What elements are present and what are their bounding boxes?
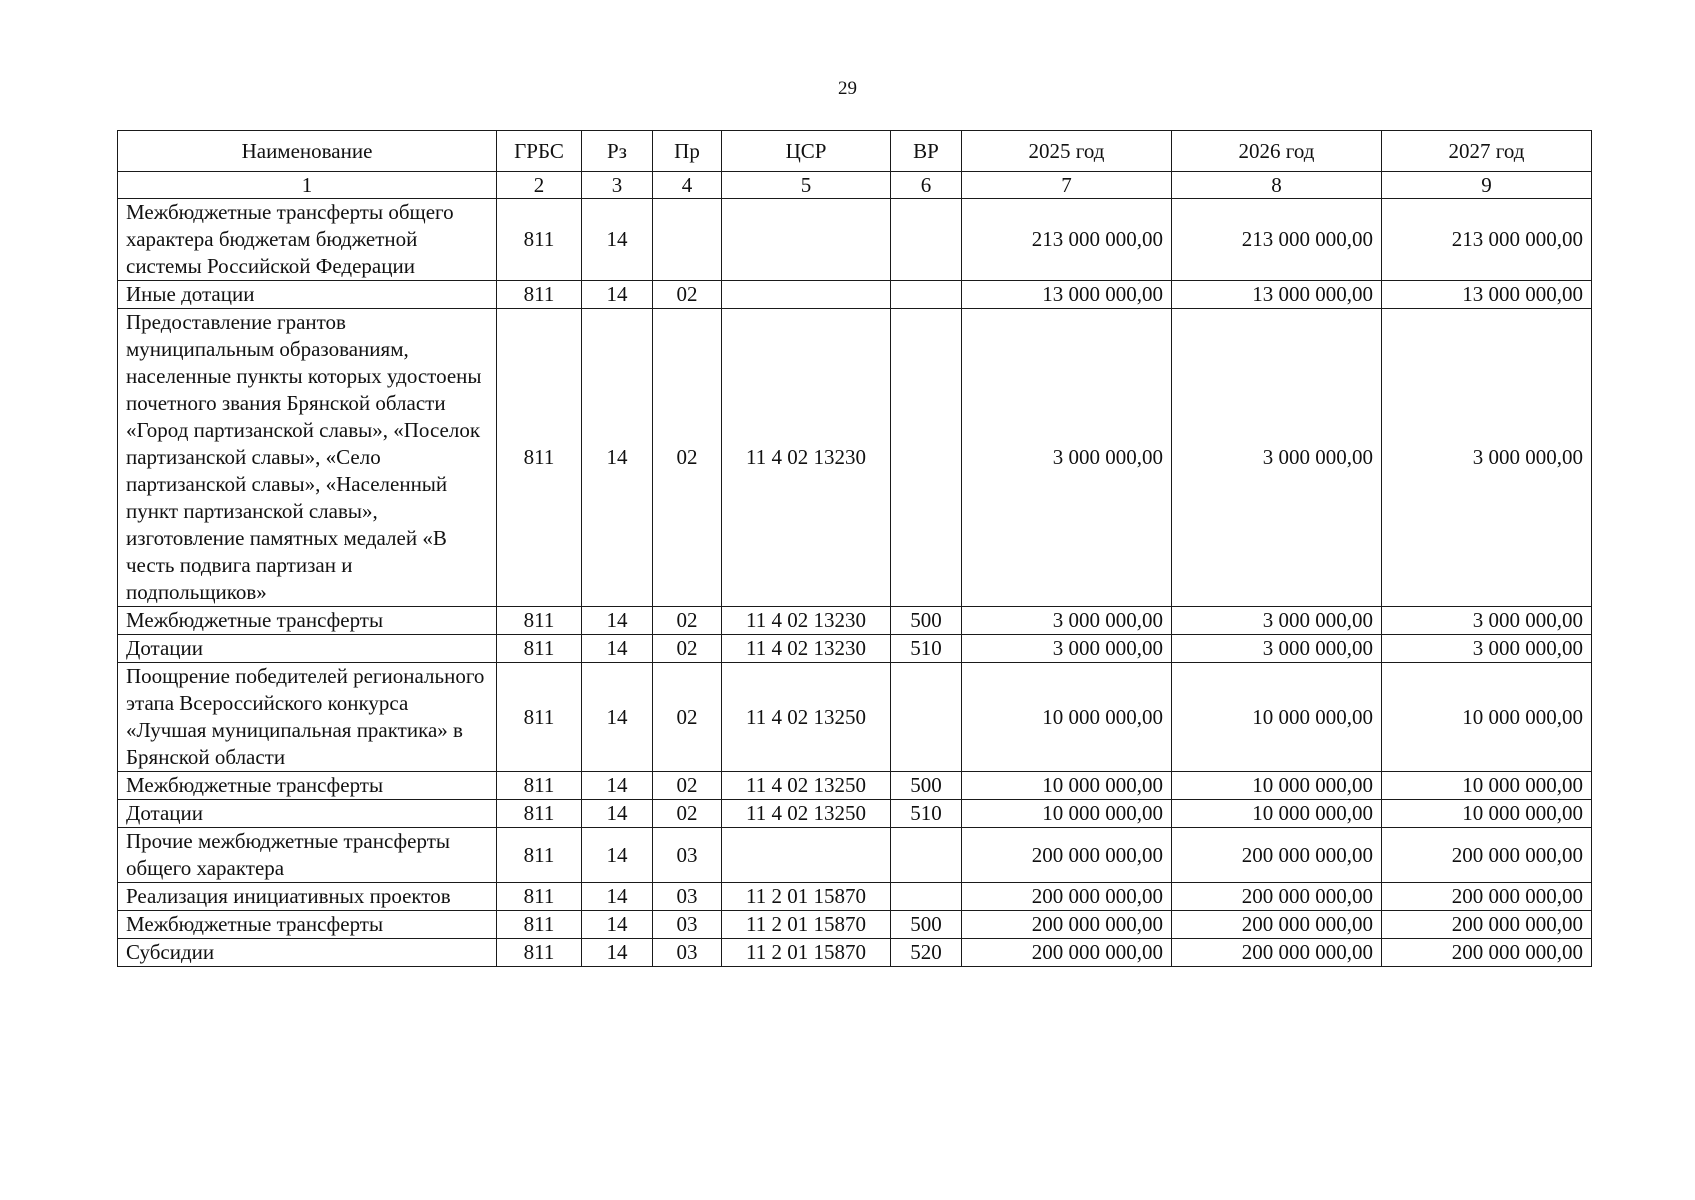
column-number: 9 bbox=[1382, 172, 1592, 199]
cell-vr: 500 bbox=[891, 607, 962, 635]
column-number: 4 bbox=[653, 172, 722, 199]
cell-amount-2025: 10 000 000,00 bbox=[962, 800, 1172, 828]
cell-amount-2027: 200 000 000,00 bbox=[1382, 939, 1592, 967]
cell-rz: 14 bbox=[582, 939, 653, 967]
cell-grbs: 811 bbox=[497, 828, 582, 883]
cell-amount-2025: 3 000 000,00 bbox=[962, 309, 1172, 607]
cell-csr: 11 4 02 13230 bbox=[722, 635, 891, 663]
cell-pr: 03 bbox=[653, 828, 722, 883]
cell-grbs: 811 bbox=[497, 199, 582, 281]
cell-amount-2026: 10 000 000,00 bbox=[1172, 800, 1382, 828]
cell-rz: 14 bbox=[582, 883, 653, 911]
cell-amount-2027: 200 000 000,00 bbox=[1382, 883, 1592, 911]
cell-vr bbox=[891, 199, 962, 281]
table-row bbox=[118, 772, 1592, 800]
cell-amount-2027: 10 000 000,00 bbox=[1382, 663, 1592, 772]
cell-amount-2026: 10 000 000,00 bbox=[1172, 663, 1382, 772]
cell-grbs: 811 bbox=[497, 883, 582, 911]
cell-grbs: 811 bbox=[497, 281, 582, 309]
column-number: 6 bbox=[891, 172, 962, 199]
header-csr: ЦСР bbox=[722, 131, 891, 172]
cell-amount-2026: 13 000 000,00 bbox=[1172, 281, 1382, 309]
cell-amount-2027: 3 000 000,00 bbox=[1382, 309, 1592, 607]
cell-name: Реализация инициативных проектов bbox=[118, 883, 497, 911]
cell-amount-2027: 200 000 000,00 bbox=[1382, 828, 1592, 883]
cell-vr bbox=[891, 883, 962, 911]
table-row bbox=[118, 607, 1592, 635]
cell-vr: 520 bbox=[891, 939, 962, 967]
cell-name: Дотации bbox=[118, 800, 497, 828]
cell-amount-2027: 3 000 000,00 bbox=[1382, 607, 1592, 635]
table-row bbox=[118, 800, 1592, 828]
cell-rz: 14 bbox=[582, 199, 653, 281]
cell-csr: 11 4 02 13230 bbox=[722, 607, 891, 635]
header-vr: ВР bbox=[891, 131, 962, 172]
cell-rz: 14 bbox=[582, 800, 653, 828]
cell-vr bbox=[891, 663, 962, 772]
cell-amount-2026: 10 000 000,00 bbox=[1172, 772, 1382, 800]
cell-pr: 02 bbox=[653, 607, 722, 635]
cell-csr: 11 4 02 13250 bbox=[722, 663, 891, 772]
cell-csr bbox=[722, 828, 891, 883]
header-rz: Рз bbox=[582, 131, 653, 172]
cell-vr bbox=[891, 309, 962, 607]
header-pr: Пр bbox=[653, 131, 722, 172]
cell-amount-2026: 200 000 000,00 bbox=[1172, 828, 1382, 883]
cell-pr bbox=[653, 199, 722, 281]
cell-amount-2025: 200 000 000,00 bbox=[962, 828, 1172, 883]
cell-amount-2025: 3 000 000,00 bbox=[962, 607, 1172, 635]
cell-vr: 510 bbox=[891, 635, 962, 663]
cell-csr: 11 4 02 13230 bbox=[722, 309, 891, 607]
column-number: 3 bbox=[582, 172, 653, 199]
cell-grbs: 811 bbox=[497, 800, 582, 828]
cell-amount-2025: 3 000 000,00 bbox=[962, 635, 1172, 663]
cell-rz: 14 bbox=[582, 828, 653, 883]
cell-grbs: 811 bbox=[497, 309, 582, 607]
cell-name: Субсидии bbox=[118, 939, 497, 967]
header-row bbox=[118, 131, 1592, 172]
column-number-row bbox=[118, 172, 1592, 199]
cell-csr: 11 4 02 13250 bbox=[722, 800, 891, 828]
cell-pr: 02 bbox=[653, 635, 722, 663]
header-name: Наименование bbox=[118, 131, 497, 172]
header-grbs: ГРБС bbox=[497, 131, 582, 172]
column-number: 7 bbox=[962, 172, 1172, 199]
cell-amount-2027: 200 000 000,00 bbox=[1382, 911, 1592, 939]
table-row bbox=[118, 309, 1592, 607]
cell-grbs: 811 bbox=[497, 663, 582, 772]
cell-vr: 510 bbox=[891, 800, 962, 828]
cell-csr: 11 2 01 15870 bbox=[722, 939, 891, 967]
column-number: 5 bbox=[722, 172, 891, 199]
cell-name: Межбюджетные трансферты bbox=[118, 911, 497, 939]
cell-csr bbox=[722, 281, 891, 309]
cell-name: Иные дотации bbox=[118, 281, 497, 309]
cell-vr bbox=[891, 281, 962, 309]
header-year-2025: 2025 год bbox=[962, 131, 1172, 172]
table-row bbox=[118, 663, 1592, 772]
cell-rz: 14 bbox=[582, 607, 653, 635]
cell-rz: 14 bbox=[582, 663, 653, 772]
cell-pr: 02 bbox=[653, 800, 722, 828]
header-year-2027: 2027 год bbox=[1382, 131, 1592, 172]
cell-amount-2027: 10 000 000,00 bbox=[1382, 772, 1592, 800]
cell-grbs: 811 bbox=[497, 772, 582, 800]
table-row bbox=[118, 635, 1592, 663]
cell-csr: 11 4 02 13250 bbox=[722, 772, 891, 800]
cell-amount-2026: 3 000 000,00 bbox=[1172, 635, 1382, 663]
cell-amount-2026: 200 000 000,00 bbox=[1172, 939, 1382, 967]
cell-rz: 14 bbox=[582, 281, 653, 309]
table-row bbox=[118, 911, 1592, 939]
cell-name: Межбюджетные трансферты общего характера бюджетам бюджетной системы Российской Федерации bbox=[118, 199, 497, 281]
cell-amount-2026: 200 000 000,00 bbox=[1172, 883, 1382, 911]
cell-amount-2025: 200 000 000,00 bbox=[962, 939, 1172, 967]
cell-name: Межбюджетные трансферты bbox=[118, 607, 497, 635]
cell-pr: 02 bbox=[653, 772, 722, 800]
cell-name: Предоставление грантов муниципальным образованиям, населенные пункты которых удостоены почетного звания Брянской области «Город партизанской славы», «Поселок партизанской славы», «Село партизанской славы», «Населенный пункт партизанской славы», изготовление памятных медалей «В честь подвига партизан и подпольщиков» bbox=[118, 309, 497, 607]
cell-amount-2027: 13 000 000,00 bbox=[1382, 281, 1592, 309]
cell-amount-2025: 213 000 000,00 bbox=[962, 199, 1172, 281]
cell-grbs: 811 bbox=[497, 607, 582, 635]
table-row bbox=[118, 281, 1592, 309]
cell-pr: 02 bbox=[653, 663, 722, 772]
cell-amount-2025: 10 000 000,00 bbox=[962, 663, 1172, 772]
cell-rz: 14 bbox=[582, 911, 653, 939]
cell-grbs: 811 bbox=[497, 939, 582, 967]
cell-pr: 03 bbox=[653, 911, 722, 939]
budget-table bbox=[117, 130, 1592, 967]
column-number: 1 bbox=[118, 172, 497, 199]
cell-grbs: 811 bbox=[497, 911, 582, 939]
table-row bbox=[118, 199, 1592, 281]
cell-name: Поощрение победителей регионального этапа Всероссийского конкурса «Лучшая муниципальная практика» в Брянской области bbox=[118, 663, 497, 772]
cell-amount-2025: 200 000 000,00 bbox=[962, 883, 1172, 911]
table-row bbox=[118, 883, 1592, 911]
cell-csr: 11 2 01 15870 bbox=[722, 911, 891, 939]
cell-amount-2026: 3 000 000,00 bbox=[1172, 309, 1382, 607]
cell-amount-2026: 213 000 000,00 bbox=[1172, 199, 1382, 281]
column-number: 2 bbox=[497, 172, 582, 199]
column-number: 8 bbox=[1172, 172, 1382, 199]
cell-rz: 14 bbox=[582, 635, 653, 663]
page-number: 29 bbox=[838, 78, 857, 99]
cell-vr: 500 bbox=[891, 911, 962, 939]
cell-amount-2025: 13 000 000,00 bbox=[962, 281, 1172, 309]
cell-pr: 03 bbox=[653, 883, 722, 911]
cell-amount-2026: 3 000 000,00 bbox=[1172, 607, 1382, 635]
table-row bbox=[118, 939, 1592, 967]
cell-vr bbox=[891, 828, 962, 883]
table-row bbox=[118, 828, 1592, 883]
cell-amount-2026: 200 000 000,00 bbox=[1172, 911, 1382, 939]
cell-rz: 14 bbox=[582, 772, 653, 800]
cell-name: Прочие межбюджетные трансферты общего характера bbox=[118, 828, 497, 883]
cell-amount-2025: 200 000 000,00 bbox=[962, 911, 1172, 939]
cell-csr bbox=[722, 199, 891, 281]
cell-name: Межбюджетные трансферты bbox=[118, 772, 497, 800]
cell-pr: 02 bbox=[653, 309, 722, 607]
cell-grbs: 811 bbox=[497, 635, 582, 663]
cell-vr: 500 bbox=[891, 772, 962, 800]
cell-name: Дотации bbox=[118, 635, 497, 663]
cell-rz: 14 bbox=[582, 309, 653, 607]
cell-amount-2027: 10 000 000,00 bbox=[1382, 800, 1592, 828]
cell-amount-2027: 213 000 000,00 bbox=[1382, 199, 1592, 281]
cell-pr: 03 bbox=[653, 939, 722, 967]
cell-csr: 11 2 01 15870 bbox=[722, 883, 891, 911]
header-year-2026: 2026 год bbox=[1172, 131, 1382, 172]
cell-pr: 02 bbox=[653, 281, 722, 309]
cell-amount-2025: 10 000 000,00 bbox=[962, 772, 1172, 800]
cell-amount-2027: 3 000 000,00 bbox=[1382, 635, 1592, 663]
